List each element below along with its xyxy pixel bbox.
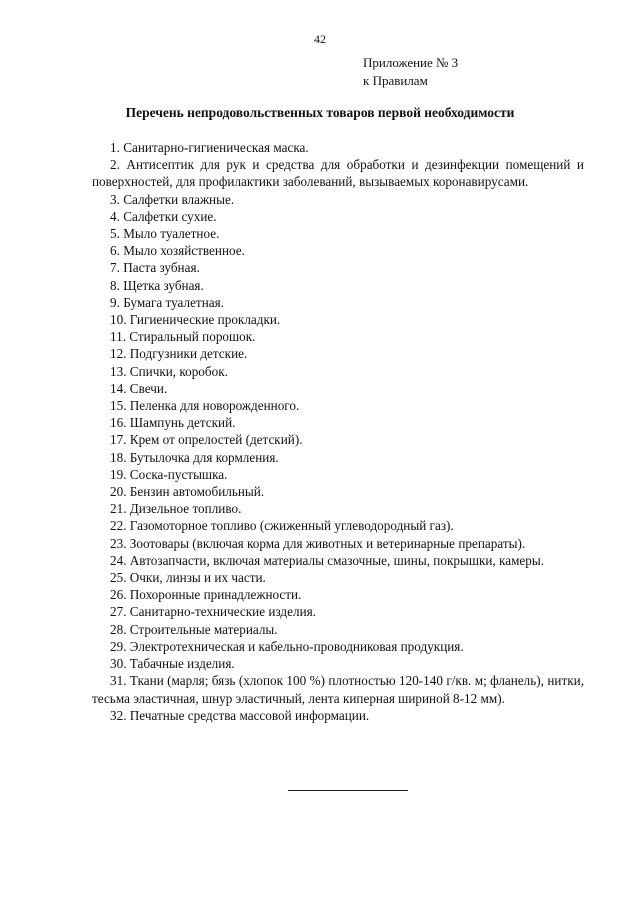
- list-item: 15. Пеленка для новорожденного.: [110, 398, 300, 414]
- list-item: 28. Строительные материалы.: [110, 621, 278, 637]
- list-item: 18. Бутылочка для кормления.: [110, 449, 279, 465]
- list-item: 30. Табачные изделия.: [110, 656, 235, 672]
- list-item: 12. Подгузники детские.: [110, 346, 248, 362]
- list-item: 11. Стиральный порошок.: [110, 329, 256, 345]
- list-item: 7. Паста зубная.: [110, 260, 200, 276]
- list-item: 5. Мыло туалетное.: [110, 226, 220, 242]
- list-item: 9. Бумага туалетная.: [110, 294, 224, 310]
- list-item: 23. Зоотовары (включая корма для животных и ветеринарные препараты).: [110, 535, 526, 551]
- page-number: 42: [314, 32, 326, 46]
- list-item: 14. Свечи.: [110, 380, 168, 396]
- appendix-rules-reference: к Правилам: [363, 73, 428, 88]
- list-item: 26. Похоронные принадлежности.: [110, 587, 302, 603]
- list-item: 22. Газомоторное топливо (сжиженный углеводородный газ).: [110, 518, 454, 534]
- list-item: 19. Соска-пустышка.: [110, 466, 228, 482]
- list-item: 1. Санитарно-гигиеническая маска.: [110, 140, 309, 155]
- end-of-list-divider: [288, 790, 408, 791]
- list-item: 4. Салфетки сухие.: [110, 208, 217, 224]
- list-item: 6. Мыло хозяйственное.: [110, 243, 245, 259]
- list-item: 13. Спички, коробок.: [110, 363, 228, 379]
- list-item: 2. Антисептик для рук и средства для обработки и дезинфекции помещений и поверхностей, для профилактики заболеваний, вызываемых коронавирусами.: [92, 157, 584, 190]
- list-item: 3. Салфетки влажные.: [110, 191, 235, 207]
- appendix-reference: [363, 54, 458, 90]
- goods-list: [92, 139, 584, 724]
- list-item: 31. Ткани (марля; бязь (хлопок 100 %) плотностью 120-140 г/кв. м; фланель), нитки, тесьма эластичная, шнур эластичный, лента киперная шириной 8-12 мм).: [92, 673, 584, 706]
- list-item: 10. Гигиенические прокладки.: [110, 312, 281, 328]
- list-item: 25. Очки, линзы и их части.: [110, 570, 266, 586]
- document-title: Перечень непродовольственных товаров первой необходимости: [125, 105, 515, 120]
- appendix-number: Приложение № 3: [363, 55, 459, 70]
- list-item: 17. Крем от опрелостей (детский).: [110, 432, 303, 448]
- list-item: 27. Санитарно-технические изделия.: [110, 604, 316, 620]
- list-item: 32. Печатные средства массовой информации.: [110, 707, 370, 723]
- list-item: 8. Щетка зубная.: [110, 277, 204, 293]
- list-item: 20. Бензин автомобильный.: [110, 484, 265, 500]
- list-item: 29. Электротехническая и кабельно-проводниковая продукция.: [110, 638, 464, 654]
- list-item: 16. Шампунь детский.: [110, 415, 236, 431]
- list-item: 24. Автозапчасти, включая материалы смазочные, шины, покрышки, камеры.: [110, 552, 545, 568]
- list-item: 21. Дизельное топливо.: [110, 501, 242, 517]
